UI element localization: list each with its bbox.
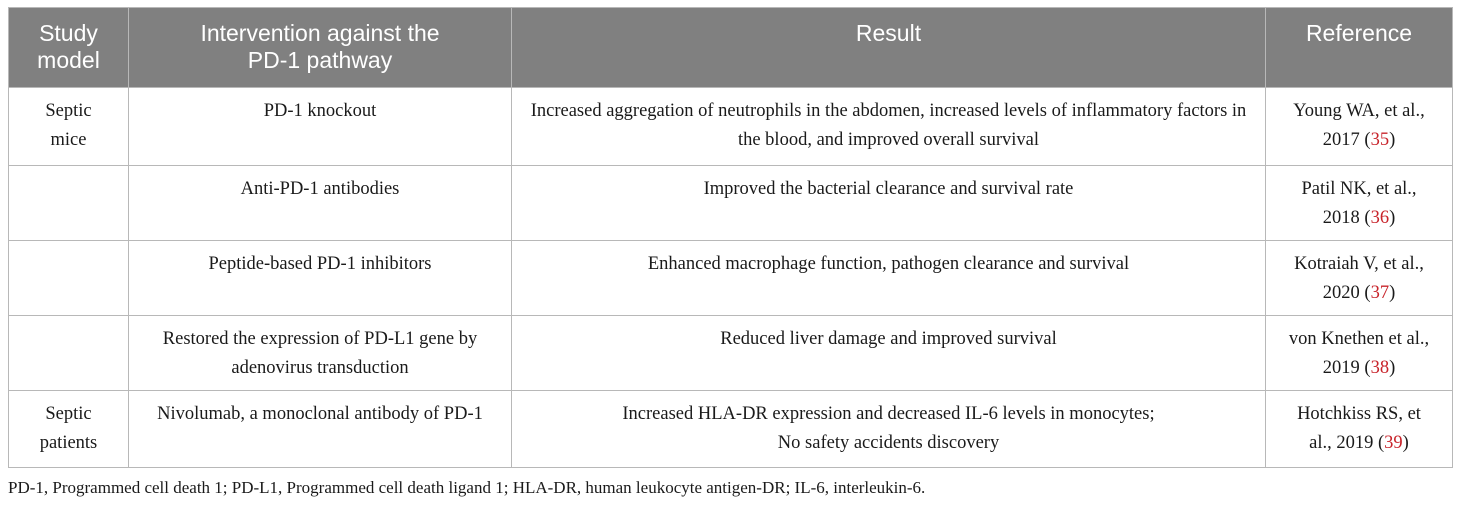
cell-result bbox=[512, 391, 1266, 468]
ref-text: Kotraiah V, et al., 2020 bbox=[1294, 254, 1424, 303]
ref-text: Young WA, et al., 2017 bbox=[1293, 101, 1425, 150]
ref-link[interactable]: 38 bbox=[1370, 358, 1390, 378]
table-row bbox=[9, 316, 1453, 391]
result-line: Increased HLA-DR expression and decreased IL-6 levels in monocytes; bbox=[622, 404, 1155, 424]
cell-model bbox=[9, 166, 129, 241]
cell-model bbox=[9, 241, 129, 316]
cell-reference: von Knethen et al., 2019 (38) bbox=[1266, 316, 1453, 391]
table-row bbox=[9, 88, 1453, 166]
header-result: Result bbox=[512, 8, 1266, 88]
table-row bbox=[9, 391, 1453, 468]
header-row bbox=[9, 8, 1453, 88]
ref-link[interactable]: 35 bbox=[1370, 130, 1390, 150]
result-line: No safety accidents discovery bbox=[777, 433, 1000, 453]
table-row bbox=[9, 166, 1453, 241]
table-row bbox=[9, 241, 1453, 316]
cell-intervention: Anti-PD-1 antibodies bbox=[129, 166, 512, 241]
cell-result: Improved the bacterial clearance and survival rate bbox=[512, 166, 1266, 241]
cell-intervention: Nivolumab, a monoclonal antibody of PD-1 bbox=[129, 391, 512, 468]
ref-link[interactable]: 39 bbox=[1384, 433, 1403, 453]
table-footnote: PD-1, Programmed cell death 1; PD-L1, Programmed cell death ligand 1; HLA-DR, human leukocyte antigen-DR; IL-6, interleukin-6. bbox=[8, 478, 926, 497]
header-reference: Reference bbox=[1266, 8, 1453, 88]
cell-intervention: Restored the expression of PD-L1 gene by adenovirus transduction bbox=[129, 316, 512, 391]
header-intervention: Intervention against the PD-1 pathway bbox=[129, 8, 512, 88]
cell-result: Reduced liver damage and improved survival bbox=[512, 316, 1266, 391]
cell-reference: Hotchkiss RS, et al., 2019 (39) bbox=[1266, 391, 1453, 468]
cell-result: Increased aggregation of neutrophils in the abdomen, increased levels of inflammatory factors in the blood, and improved overall survival bbox=[512, 88, 1266, 166]
ref-link[interactable]: 37 bbox=[1370, 283, 1390, 303]
cell-result: Enhanced macrophage function, pathogen clearance and survival bbox=[512, 241, 1266, 316]
cell-reference: Kotraiah V, et al., 2020 (37) bbox=[1266, 241, 1453, 316]
header-study-model: Study model bbox=[9, 8, 129, 88]
pd1-table bbox=[8, 7, 1453, 468]
cell-model: Septic patients bbox=[9, 391, 129, 468]
ref-text: Patil NK, et al., 2018 bbox=[1301, 179, 1417, 228]
ref-text: Hotchkiss RS, et al., 2019 bbox=[1297, 404, 1421, 453]
cell-reference: Patil NK, et al., 2018 (36) bbox=[1266, 166, 1453, 241]
cell-model: Septic mice bbox=[9, 88, 129, 166]
cell-intervention: Peptide-based PD-1 inhibitors bbox=[129, 241, 512, 316]
cell-intervention: PD-1 knockout bbox=[129, 88, 512, 166]
ref-text: von Knethen et al., 2019 bbox=[1288, 329, 1430, 378]
cell-reference: Young WA, et al., 2017 (35) bbox=[1266, 88, 1453, 166]
cell-model bbox=[9, 316, 129, 391]
ref-link[interactable]: 36 bbox=[1370, 208, 1390, 228]
